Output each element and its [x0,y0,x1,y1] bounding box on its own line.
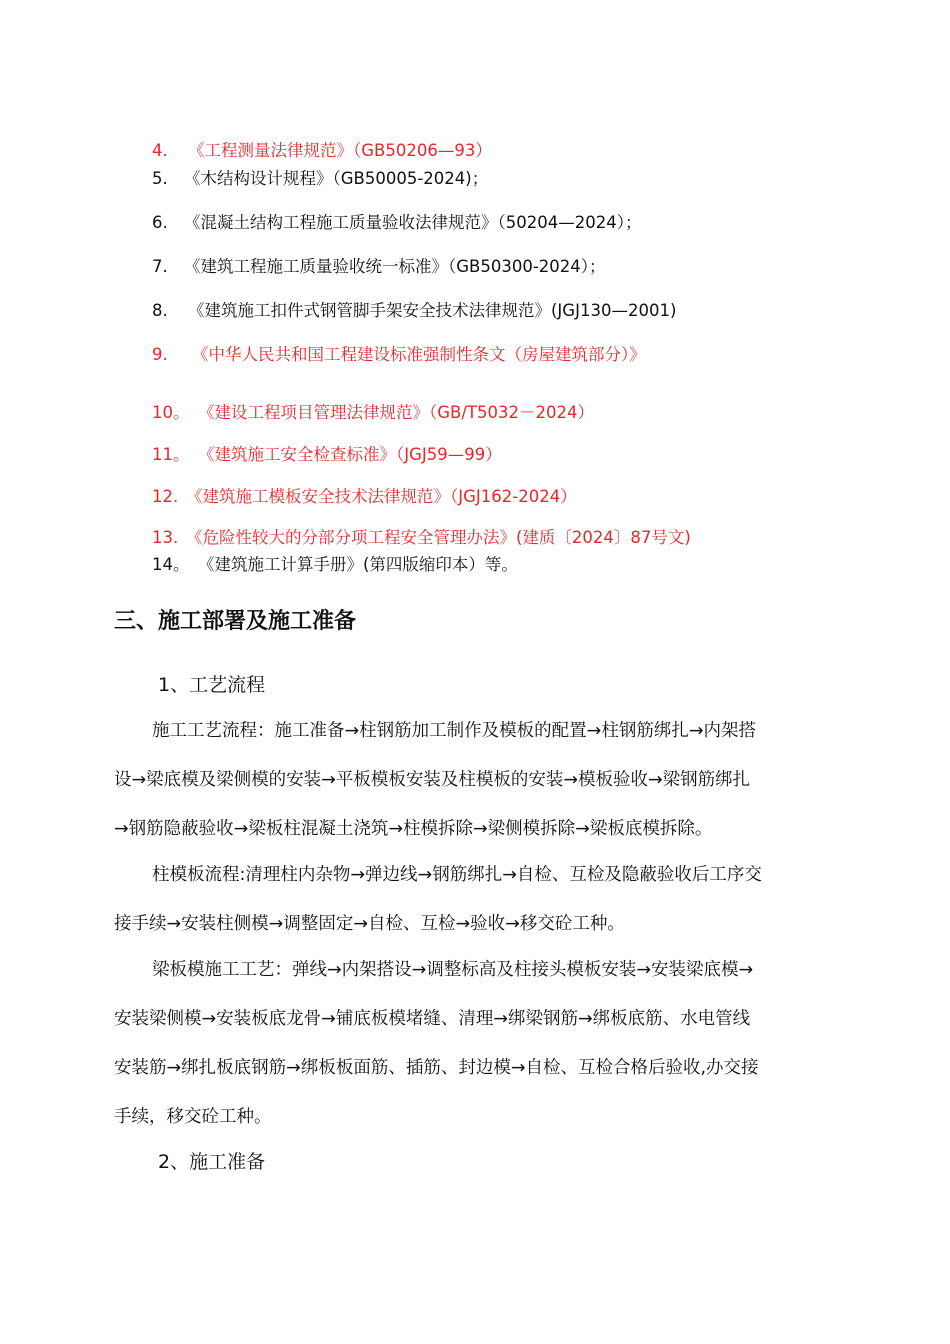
paragraph-line: 接手续→安装柱侧模→调整固定→自检、互检→验收→移交砼工种。 [114,914,625,934]
paragraph-line: 安装筋→绑扎板底钢筋→绑板板面筋、插筋、封边模→自检、互检合格后验收,办交接 [114,1058,759,1078]
reference-number: 6. [152,213,168,232]
reference-number: 4. [152,141,168,160]
reference-item-14 [152,554,518,576]
reference-number: 11。 [152,445,190,464]
subheading-preparation: 2、施工准备 [158,1151,266,1173]
reference-number: 9. [152,345,168,364]
reference-item-10 [152,402,594,424]
reference-text: 《中华人民共和国工程建设标准强制性条文（房屋建筑部分）》 [192,345,646,364]
reference-item-5 [152,168,488,190]
reference-text: 《建筑施工计算手册》(第四版缩印本）等。 [198,555,518,574]
reference-number: 12. [152,487,179,506]
reference-text: 《危险性较大的分部分项工程安全管理办法》(建质〔2024〕87号文) [186,528,691,547]
reference-item-11 [152,444,502,466]
reference-item-13 [152,527,691,549]
reference-item-4 [152,140,492,162]
reference-number: 7. [152,257,168,276]
reference-text: 《工程测量法律规范》（GB50206—93） [188,141,492,160]
paragraph-line: 梁板模施工工艺：弹线→内架搭设→调整标高及柱接头模板安装→安装梁底模→ [152,960,754,980]
reference-text: 《建筑施工扣件式钢管脚手架安全技术法律规范》(JGJ130—2001) [188,301,677,320]
reference-text: 《混凝土结构工程施工质量验收法律规范》（50204—2024）； [184,213,642,232]
reference-item-12 [152,486,577,508]
paragraph-line: →钢筋隐蔽验收→梁板柱混凝土浇筑→柱模拆除→梁侧模拆除→梁板底模拆除。 [114,819,713,839]
paragraph-line: 设→梁底模及梁侧模的安装→平板模板安装及柱模板的安装→模板验收→梁钢筋绑扎 [114,770,751,790]
paragraph-line: 安装梁侧模→安装板底龙骨→铺底板模堵缝、清理→绑梁钢筋→绑板底筋、水电管线 [114,1009,751,1029]
reference-item-6 [152,212,641,234]
subheading-process-flow: 1、工艺流程 [158,674,266,696]
reference-number: 14。 [152,555,190,574]
section-heading: 三、施工部署及施工准备 [114,609,357,634]
paragraph-line: 手续，移交砼工种。 [114,1107,272,1127]
reference-number: 5. [152,169,168,188]
reference-item-9 [152,344,646,366]
reference-text: 《建筑工程施工质量验收统一标准》（GB50300-2024）； [184,257,606,276]
reference-number: 8. [152,301,168,320]
reference-item-8 [152,300,676,322]
reference-number: 10。 [152,403,190,422]
reference-number: 13. [152,528,179,547]
paragraph-line: 柱模板流程:清理柱内杂物→弹边线→钢筋绑扎→自检、互检及隐蔽验收后工序交 [152,865,762,885]
reference-item-7 [152,256,606,278]
reference-text: 《建设工程项目管理法律规范》（GB/T5032－2024） [198,403,594,422]
reference-text: 《建筑施工安全检查标准》（JGJ59—99） [198,445,502,464]
reference-text: 《建筑施工模板安全技术法律规范》（JGJ162-2024） [186,487,577,506]
reference-text: 《木结构设计规程》（GB50005-2024)； [184,169,489,188]
paragraph-line: 施工工艺流程：施工准备→柱钢筋加工制作及模板的配置→柱钢筋绑扎→内架搭 [152,721,756,741]
